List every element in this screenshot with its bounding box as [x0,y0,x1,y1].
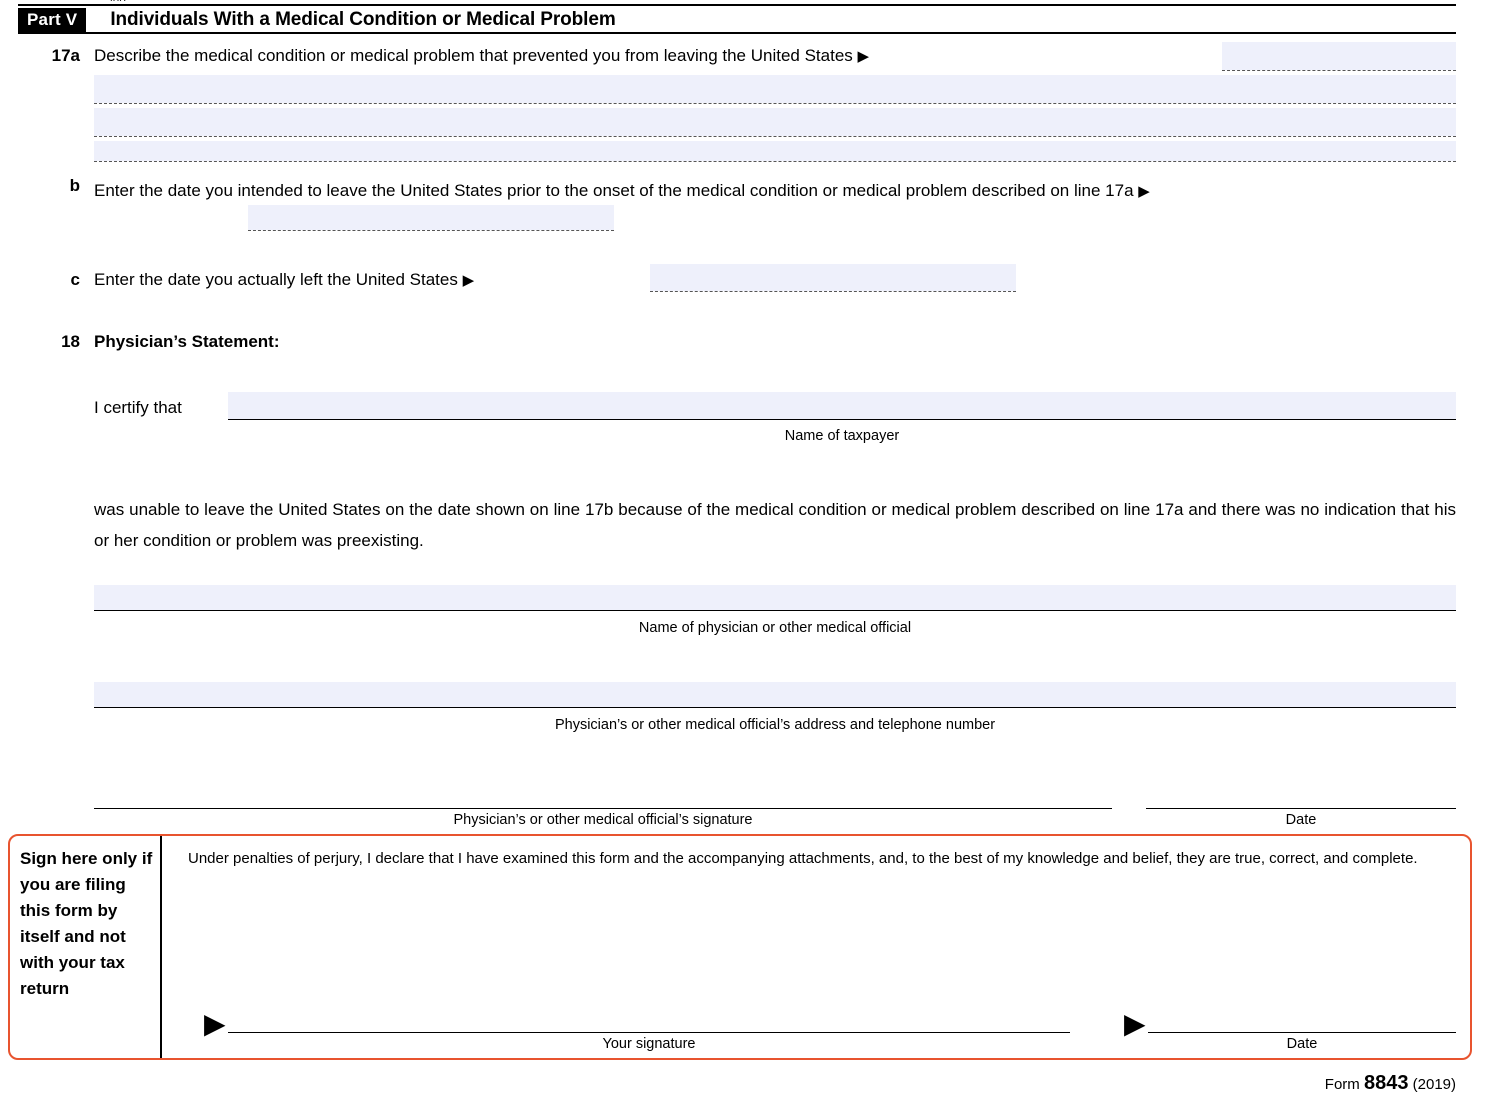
line-17a-input-4[interactable] [94,141,1456,161]
your-signature-caption: Your signature [602,1036,696,1052]
physician-name-input[interactable] [94,585,1456,610]
physician-name-rule [94,610,1456,611]
physician-signature-rule[interactable] [94,808,1112,809]
certify-prefix: I certify that [94,398,182,417]
line-17b-date-input[interactable] [248,205,614,230]
footer-prefix: Form [1324,1076,1360,1093]
signature-arrow-icon: ▶ [204,1008,226,1039]
line-17a-rule-3 [94,136,1456,137]
taxpayer-name-rule [228,419,1456,420]
top-rule [18,4,1456,6]
part-title: Individuals With a Medical Condition or Medical Problem [110,9,616,30]
arrow-icon: ▶ [462,272,475,289]
perjury-statement: Under penalties of perjury, I declare that I have examined this form and the accompanying attachments, and, to the best of my knowledge and belief, they are true, correct, and complete. [188,850,1418,867]
line-17b-number: b [69,176,80,195]
arrow-icon: ▶ [857,48,870,65]
physician-statement-paragraph: was unable to leave the United States on the date shown on line 17b because of the medical condition or medical problem described on line 17a and there was no indication that his or her condition or problem was preexisting. [94,500,1456,550]
your-signature-input[interactable] [228,1032,1070,1033]
line-17b-rule [248,230,614,231]
footer-year: (2019) [1412,1076,1456,1093]
physician-address-rule [94,707,1456,708]
top-cut-text [110,0,129,1]
physician-signature-caption: Physician’s or other medical official’s signature [453,812,753,828]
physician-name-caption: Name of physician or other medical official [638,620,912,636]
line-18-number: 18 [61,332,80,351]
line-18-heading: Physician’s Statement: [94,332,280,351]
part-tag: Part V [18,8,86,33]
line-17c-rule [650,291,1016,292]
line-17a-input-3[interactable] [94,108,1456,136]
date-arrow-icon: ▶ [1124,1008,1146,1039]
line-17a-input-2[interactable] [94,75,1456,103]
line-17c-prompt: Enter the date you actually left the United States [94,270,458,289]
arrow-icon: ▶ [1138,183,1150,200]
line-17a-prompt: Describe the medical condition or medical problem that prevented you from leaving the United States [94,46,853,65]
line-17a-rule-1 [1222,70,1456,71]
line-17c-date-input[interactable] [650,264,1016,291]
line-17a-rule-4 [94,161,1456,162]
line-17c-text [94,270,474,290]
sign-here-label: Sign here only if you are filing this form by itself and not with your tax return [20,849,153,998]
taxpayer-name-input[interactable] [228,392,1456,419]
physician-date-caption: Date [1285,812,1317,828]
footer-form-number: 8843 [1363,1072,1409,1094]
physician-address-input[interactable] [94,682,1456,707]
your-date-caption: Date [1286,1036,1318,1052]
line-17a-number: 17a [51,46,80,65]
taxpayer-name-caption: Name of taxpayer [784,428,900,444]
line-17b-prompt: Enter the date you intended to leave the United States prior to the onset of the medical condition or medical problem described on line 17a [94,181,1134,200]
physician-date-rule[interactable] [1146,808,1456,809]
form-footer [1325,1072,1456,1095]
line-17a-rule-2 [94,103,1456,104]
line-17a-text [94,46,869,66]
physician-address-caption: Physician’s or other medical official’s address and telephone number [554,717,996,733]
line-17b-text [94,176,1460,207]
your-date-input[interactable] [1148,1032,1456,1033]
sign-here-divider [160,836,162,1058]
line-17a-input-1[interactable] [1222,42,1456,70]
line-17c-number: c [70,270,80,289]
part-v-header [18,8,1456,34]
